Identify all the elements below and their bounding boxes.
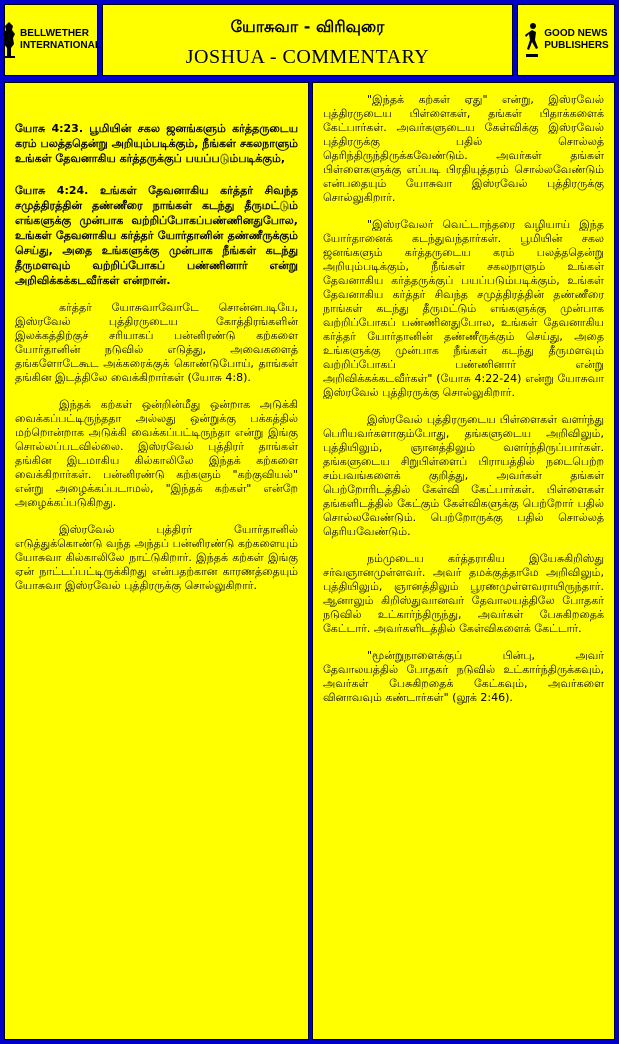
commentary-paragraph: "இஸ்ரவேலர் வெட்டாந்தரை வழியாய் இந்த யோர்தானைக் கடந்துவந்தார்கள். பூமியின் சகல ஜனங்களும் கர்த்தருடைய கரம் பலத்ததென்று அறியும்படிக்கும், நீங்கள் சகலநாளும் உங்கள் தேவனாகிய கர்த்தருக்குப் பயப்படும்படிக்கும், உங்கள் தேவனாகிய கர்த்தர் சிவந்த சமுத்திரத்தின் தண்ணீரை நாங்கள் கடந்து தீருமட்டும் எங்களுக்கு முன்பாக வற்றிப்போகப் பண்ணினதுபோல, உங்கள் தேவனாகிய கர்த்தர் யோர்தானின் தண்ணீருக்கும் செய்து, அதை உங்களுக்கு முன்பாக நீங்கள் கடந்து தீருமளவும் வற்றிப்போகப் பண்ணினார் என்று அறிவிக்கக்கடவீர்கள்" (யோசு 4:22-24) என்று யோசுவா இஸ்ரவேல் புத்திரருக்கு சொல்லுகிறார். [323, 218, 604, 399]
commentary-paragraph: நம்முடைய கர்த்தராகிய இயேசுகிறிஸ்து சர்வஞானமுள்ளவர். அவர் தமக்குத்தாமே அறிவிலும், புத்தியிலும், ஞானத்திலும் பூரணமுள்ளவராயிருந்தார். ஆனாலும் கிறிஸ்துவானவர் தேவாலயத்திலே போதகர் நடுவில் உட்கார்ந்திருந்து, அவர்கள் பேசுகிறதைக் கேட்டார். அவர்களிடத்தில் கேள்விகளைக் கேட்டார். [323, 552, 604, 635]
logo-line-1: BELLWETHER [20, 28, 89, 39]
good-news-logo [517, 4, 615, 76]
ram-logo-icon [1, 20, 17, 60]
title-box [102, 4, 513, 76]
commentary-paragraph: கர்த்தர் யோசுவாவோடே சொன்னபடியே, இஸ்ரவேல் புத்திரருடைய கோத்திரங்களின் இலக்கத்திற்குச் சரியாகப் பன்னிரண்டு கற்களை யோர்தானின் நடுவில் எடுத்து, அவைகளைத் தங்களோடேகூட அக்கரைக்குக் கொண்டுபோய், தாங்கள் தங்கின இடத்திலே வைக்கிறார்கள் (யோசு 4:8). [15, 301, 298, 384]
runner-logo-icon [523, 20, 541, 60]
logo-line-2: INTERNATIONAL [20, 40, 101, 51]
commentary-paragraph: இஸ்ரவேல் புத்திரருடைய பிள்ளைகள் வளர்ந்து பெரியவர்களாகும்போது, தங்களுடைய அறிவிலும், புத்தியிலும், ஞானத்திலும் வளர்ந்திருப்பார்கள். தங்களுடைய சிறுபிள்ளைப் பிராயத்தில் நடைபெற்ற சம்பவங்களைக் குறித்து, அவர்கள் தங்கள் பெற்றோரிடத்தில் கேள்வி கேட்பார்கள். பிள்ளைகள் தங்களிடத்தில் கேட்கும் கேள்விகளுக்கு பெற்றோர் பதில் சொல்லவேண்டும். பெற்றோருக்கு பதில் சொல்லத் தெரியவேண்டும். [323, 413, 604, 538]
page-title-english: JOSHUA - COMMENTARY [185, 46, 430, 68]
right-column [312, 82, 615, 1040]
page-title-tamil: யோசுவா - விரிவுரை [230, 17, 385, 36]
verse-4-24: யோசு 4:24. உங்கள் தேவனாகிய கர்த்தர் சிவந்த சமுத்திரத்தின் தண்ணீரை நாங்கள் கடந்து தீருமட்டும் எங்களுக்கு முன்பாக வற்றிப்போகப்பண்ணினதுபோல, உங்கள் தேவனாகிய கர்த்தர் யோர்தானின் தண்ணீருக்கும் செய்து, அதை உங்களுக்கு முன்பாக நீங்கள் கடந்து தீருமளவும் வற்றிப்போகப் பண்ணினார் என்று அறிவிக்கக்கடவீர்கள் என்றான். [15, 184, 298, 287]
verse-4-23: யோசு 4:23. பூமியின் சகல ஜனங்களும் கர்த்தருடைய கரம் பலத்ததென்று அறியும்படிக்கும், நீங்கள் சகலநாளும் உங்கள் தேவனாகிய கர்த்தருக்குப் பயப்படும்படிக்கும், [15, 122, 298, 165]
logo-line-2: PUBLISHERS [544, 40, 609, 51]
bellwether-logo [4, 4, 101, 76]
logo-line-1: GOOD NEWS [544, 28, 608, 39]
commentary-paragraph: இஸ்ரவேல் புத்திரர் யோர்தானில் எடுத்துக்கொண்டு வந்த அந்தப் பன்னிரண்டு கற்களையும் யோசுவா கில்காலிலே நாட்டுகிறார். இந்தக் கற்கள் இங்கு ஏன் நாட்டப்பட்டிருக்கிறது என்பதற்கான காரணத்தையும் யோசுவா இஸ்ரவேல் புத்திரருக்கு சொல்லுகிறார். [15, 523, 298, 592]
commentary-paragraph: "இந்தக் கற்கள் ஏது" என்று, இஸ்ரவேல் புத்திரருடைய பிள்ளைகள், தங்கள் பிதாக்களைக் கேட்பார்கள். அவர்களுடைய கேள்விக்கு இஸ்ரவேல் புத்திரருக்கு பதில் சொல்லத் தெரிந்திருந்திருக்கவேண்டும். அவர்கள் தங்கள் பிள்ளைகளுக்கு எப்படி பிரதியுத்தரம் சொல்லவேண்டும் என்பதையும் யோசுவா இஸ்ரவேல் புத்திரருக்கு சொல்லுகிறார். [323, 93, 604, 204]
commentary-paragraph: இந்தக் கற்கள் ஒன்றின்மீது ஒன்றாக அடுக்கி வைக்கப்பட்டிருந்ததா அல்லது ஒன்றுக்கு பக்கத்தில் மற்றொன்றாக அடுக்கி வைக்கப்பட்டிருந்தா என்று இங்கு சொல்லப்படவில்லை. இஸ்ரவேல் புத்திரர் தாங்கள் தங்கின இடமாகிய கில்காலிலே இந்தக் கற்களை வைக்கிறார்கள். பன்னிரண்டு கற்களும் "கற்குவியல்" என்று அழைக்கப்படாமல், "இந்தக் கற்கள்" என்றே அழைக்கப்படுகிறது. [15, 398, 298, 509]
scripture-quote: "மூன்றுநாளைக்குப் பின்பு, அவர் தேவாலயத்தில் போதகர் நடுவில் உட்கார்ந்திருக்கவும், அவர்கள் பேசுகிறதைக் கேட்கவும், அவர்களை வினாவவும் கண்டார்கள்" (லூக் 2:46). [323, 649, 604, 704]
left-column [4, 82, 309, 1040]
